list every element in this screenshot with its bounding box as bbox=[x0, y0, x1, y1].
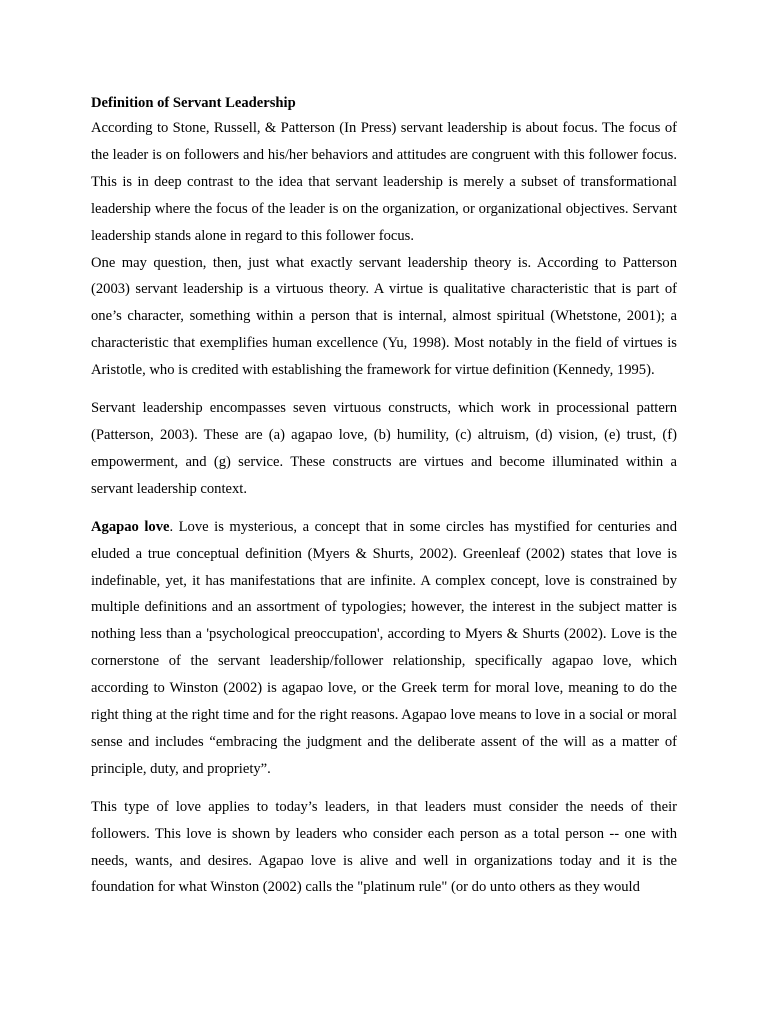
paragraph-constructs: Servant leadership encompasses seven virtuous constructs, which work in processional pattern (Patterson, 2003). These are (a) agapao love, (b) humility, (c) altruism, (d) vision, (e) trust, (f) empowerment, and (g) service. These constructs are virtues and become illuminated within a servant leadership context. bbox=[91, 400, 677, 497]
paragraph-leaders-love: This type of love applies to today’s leaders, in that leaders must consider the needs of their followers. This love is shown by leaders who consider each person as a total person -- one with needs, wants, and desires. Agapao love is alive and well in organizations today and it is the foundation for what Winston (2002) calls the "platinum rule" (or do unto others as they would bbox=[91, 798, 677, 896]
agapao-love-term: Agapao love bbox=[91, 518, 170, 535]
paragraph-spacer bbox=[91, 384, 677, 395]
paragraph-spacer bbox=[91, 503, 677, 514]
agapao-love-text: . Love is mysterious, a concept that in some circles has mystified for centuries and eluded a true conceptual definition (Myers & Shurts, 2002). Greenleaf (2002) states that love is indefinable, yet, it has manifestations that are infinite. A complex concept, love is constrained by multiple definitions and an assortment of typologies; however, the interest in the subject matter is nothing less than a 'psychological preoccupation', according to Myers & Shurts (2002). Love is the cornerstone of the servant leadership/follower relationship, specifically agapao love, which according to Winston (2002) is agapao love, or the Greek term for moral love, meaning to do the right thing at the right time and for the right reasons. Agapao love means to love in a social or moral sense and includes “embracing the judgment and the deliberate assent of the will as a matter of principle, duty, and propriety”. bbox=[91, 518, 677, 777]
document-body bbox=[91, 91, 677, 901]
paragraph-agapao-love bbox=[91, 514, 677, 783]
paragraph-focus: According to Stone, Russell, & Patterson (In Press) servant leadership is about focus. The focus of the leader is on followers and his/her behaviors and attitudes are congruent with this follower focus. This is in deep contrast to the idea that servant leadership is merely a subset of transformational leadership where the focus of the leader is on the organization, or organizational objectives. Servant leadership stands alone in regard to this follower focus. bbox=[91, 120, 677, 244]
section-heading: Definition of Servant Leadership bbox=[91, 95, 296, 111]
paragraph-spacer bbox=[91, 783, 677, 794]
paragraph-virtuous-theory: One may question, then, just what exactly servant leadership theory is. According to Patterson (2003) servant leadership is a virtuous theory. A virtue is qualitative characteristic that is part of one’s character, something within a person that is internal, almost spiritual (Whetstone, 2001); a characteristic that exemplifies human excellence (Yu, 1998). Most notably in the field of virtues is Aristotle, who is credited with establishing the framework for virtue definition (Kennedy, 1995). bbox=[91, 254, 677, 379]
